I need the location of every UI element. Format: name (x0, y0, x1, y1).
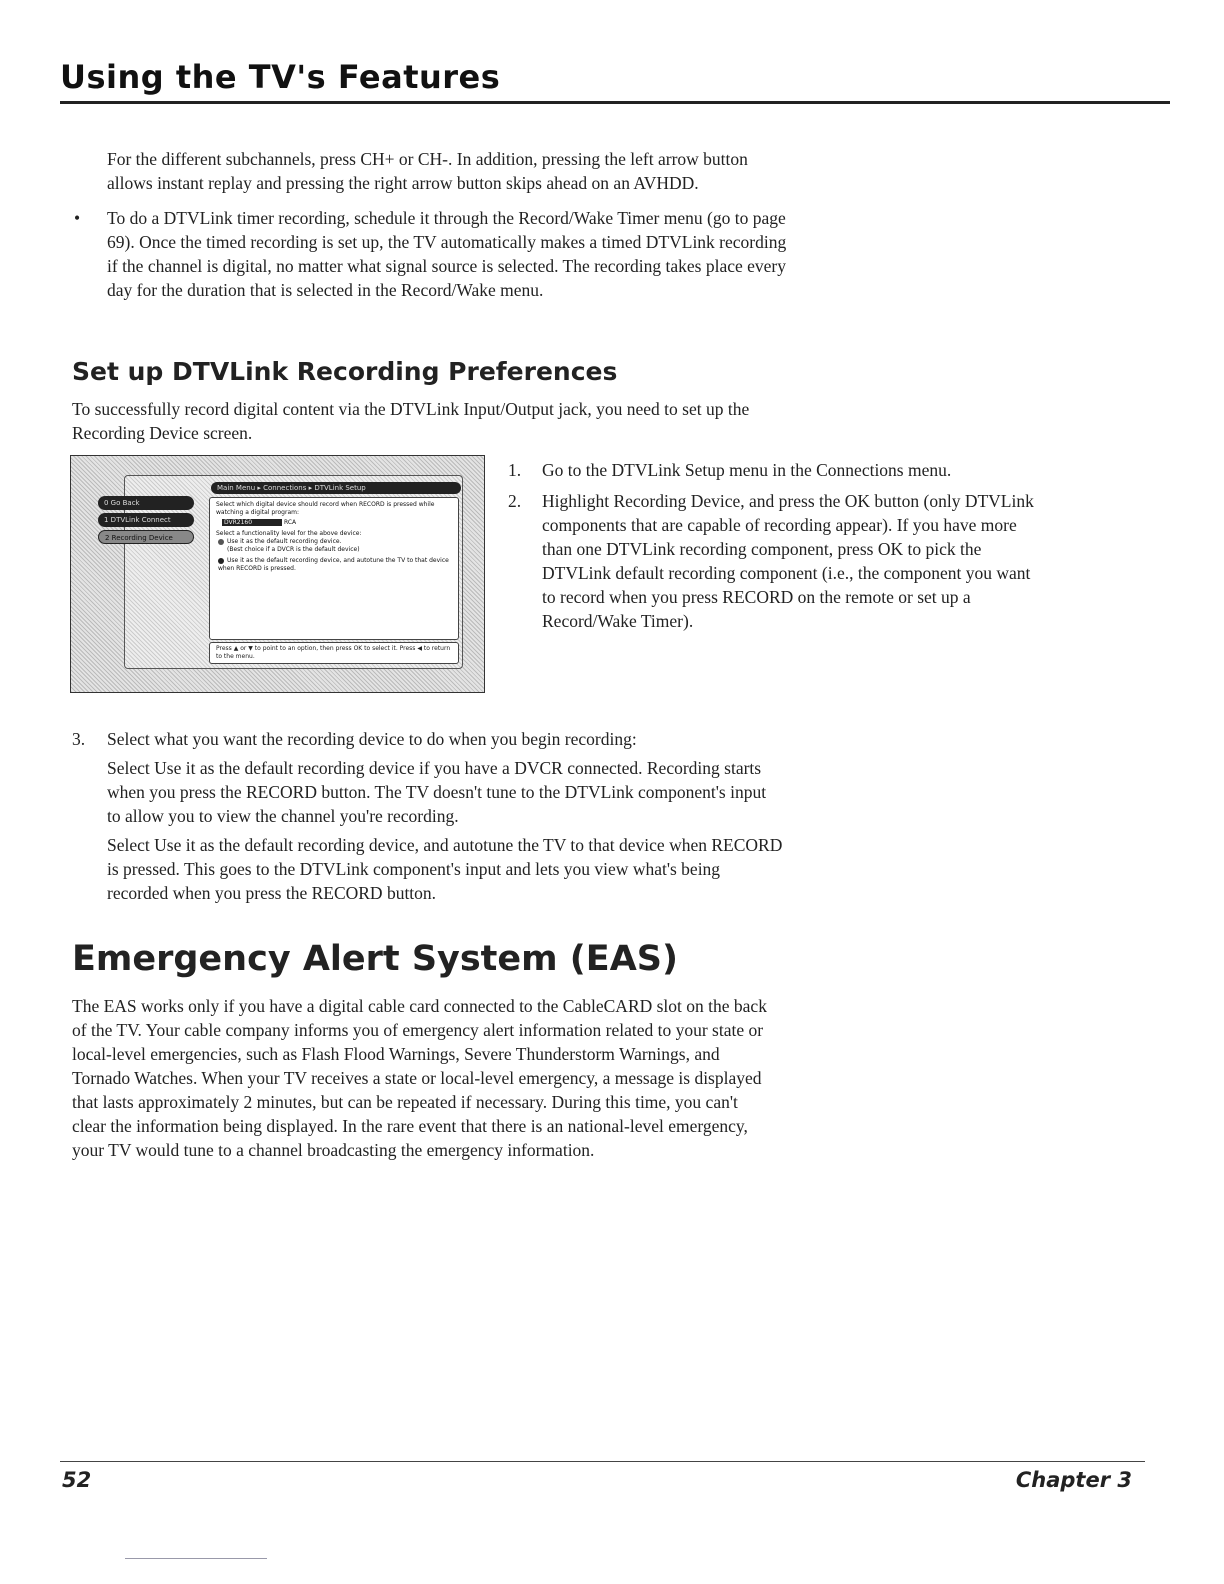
step-2 (542, 489, 1034, 633)
text-line: To successfully record digital content via the DTVLink Input/Output jack, you need to set up the (72, 399, 750, 419)
option-1-note: (Best choice if a DVCR is the default device) (227, 546, 360, 553)
prompt-text: Select which digital device should record when RECORD is pressed while watching a digital program: (216, 501, 435, 516)
text-line: The EAS works only if you have a digital cable card connected to the CableCARD slot on the back (72, 996, 767, 1016)
page-title: Using the TV's Features (60, 58, 501, 96)
text-line: Highlight Recording Device, and press the OK button (only DTVLink (542, 491, 1034, 511)
text-line: Select Use it as the default recording device if you have a DVCR connected. Recording starts (107, 758, 762, 778)
menu-item-dtvlink-connect: 1 DTVLink Connect (98, 513, 194, 527)
section-heading: Set up DTVLink Recording Preferences (72, 357, 618, 386)
title-rule (60, 101, 1170, 104)
help-text: Press ▲ or ▼ to point to an option, then press OK to select it. Press ◀ to return to the menu. (209, 642, 459, 664)
footer-mark (125, 1558, 267, 1559)
step-number: 3. (72, 729, 86, 749)
level-label: Select a functionality level for the above device: (216, 530, 362, 537)
chapter-label: Chapter 3 (1015, 1468, 1132, 1492)
step-1 (542, 458, 951, 482)
text-line: Tornado Watches. When your TV receives a state or local-level emergency, a message is displayed (72, 1068, 762, 1088)
text-line: allows instant replay and pressing the right arrow button skips ahead on an AVHDD. (107, 173, 699, 193)
step-number: 2. (508, 491, 522, 511)
step-number: 1. (508, 460, 522, 480)
text-line: Recording Device screen. (72, 423, 253, 443)
menu-item-recording-device: 2 Recording Device (98, 530, 194, 544)
text-line: To do a DTVLink timer recording, schedule it through the Record/Wake Timer menu (go to page (107, 208, 786, 228)
device-selector: DVR2160 (222, 519, 282, 526)
text-line: than one DTVLink recording component, press OK to pick the (542, 539, 982, 559)
breadcrumb: Main Menu ▸ Connections ▸ DTVLink Setup (211, 482, 461, 494)
text-line: Select Use it as the default recording device, and autotune the TV to that device when RECORD (107, 835, 783, 855)
text-line: your TV would tune to a channel broadcasting the emergency information. (72, 1140, 595, 1160)
text-line: local-level emergencies, such as Flash Flood Warnings, Severe Thunderstorm Warnings, and (72, 1044, 720, 1064)
tv-menu-screenshot (70, 455, 485, 693)
page-number: 52 (62, 1468, 92, 1492)
text-line: For the different subchannels, press CH+ or CH-. In addition, pressing the left arrow button (107, 149, 748, 169)
text-line: is pressed. This goes to the DTVLink component's input and lets you view what's being (107, 859, 721, 879)
text-line: of the TV. Your cable company informs you of emergency alert information related to your state or (72, 1020, 764, 1040)
footer-rule (60, 1461, 1145, 1462)
text-line: Go to the DTVLink Setup menu in the Connections menu. (542, 460, 952, 480)
text-line: that lasts approximately 2 minutes, but can be repeated if necessary. During this time, you can't (72, 1092, 738, 1112)
text-line: Record/Wake Timer). (542, 611, 694, 631)
text-line: components that are capable of recording appear). If you have more (542, 515, 1017, 535)
section-intro (72, 397, 749, 445)
text-line: DTVLink default recording component (i.e., the component you want (542, 563, 1031, 583)
text-line: when you press the RECORD button. The TV doesn't tune to the DTVLink component's input (107, 782, 767, 802)
text-line: Select what you want the recording device to do when you begin recording: (107, 729, 637, 749)
text-line: 69). Once the timed recording is set up, the TV automatically makes a timed DTVLink recording (107, 232, 787, 252)
text-line: if the channel is digital, no matter what signal source is selected. The recording takes place every (107, 256, 787, 276)
radio-selected-icon (218, 558, 224, 564)
intro-paragraph (107, 147, 748, 195)
bullet-marker: • (74, 208, 81, 228)
text-line: to record when you press RECORD on the remote or set up a (542, 587, 971, 607)
eas-paragraph (72, 994, 767, 1162)
section-heading: Emergency Alert System (EAS) (72, 939, 679, 979)
text-line: recorded when you press the RECORD button. (107, 883, 437, 903)
device-brand: RCA (283, 519, 297, 526)
menu-item-go-back: 0 Go Back (98, 496, 194, 510)
step-3 (107, 727, 782, 905)
text-line: to allow you to view the channel you're recording. (107, 806, 459, 826)
bullet-paragraph (107, 206, 786, 302)
text-line: clear the information being displayed. In the rare event that there is an national-level emergency, (72, 1116, 748, 1136)
option-2: Use it as the default recording device, and autotune the TV to that device when RECORD is pressed. (218, 557, 449, 572)
settings-panel (209, 497, 459, 640)
radio-icon (218, 539, 224, 545)
text-line: day for the duration that is selected in the Record/Wake menu. (107, 280, 544, 300)
option-1: Use it as the default recording device. (227, 538, 342, 545)
